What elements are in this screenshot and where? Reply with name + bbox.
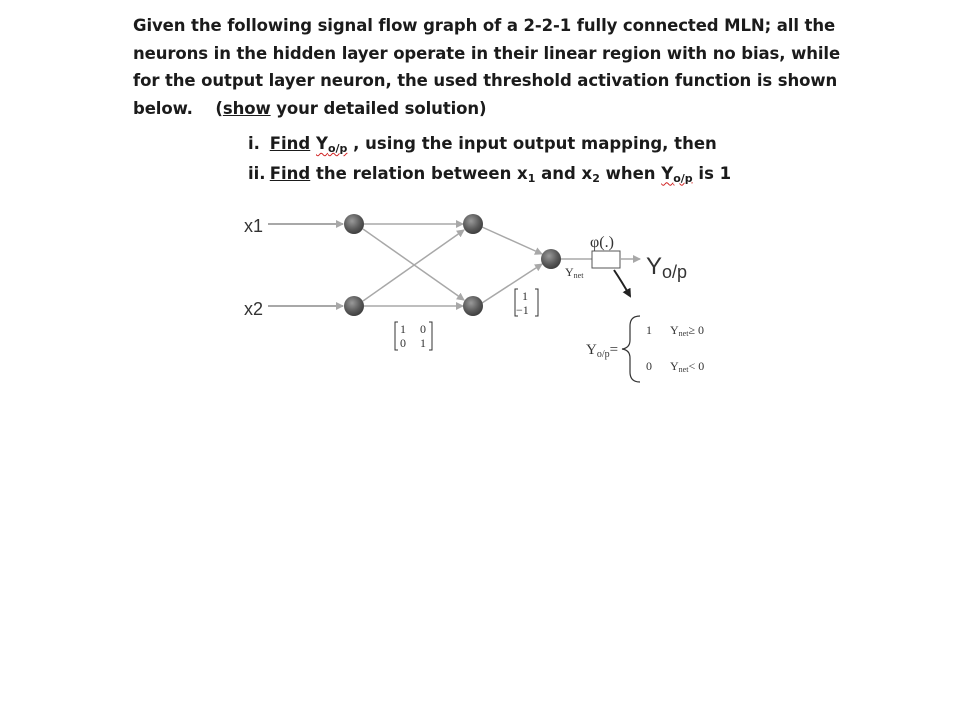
task-number-1: i.	[248, 134, 260, 153]
svg-text:1: 1	[522, 289, 528, 303]
x2-sub: 2	[592, 171, 600, 185]
case1-value: 1	[646, 323, 652, 337]
ynet-label: Ynet	[565, 265, 584, 280]
input-node-1	[344, 214, 364, 234]
case1-condition: Ynet≥ 0	[670, 323, 705, 338]
task-text-2d: is 1	[692, 163, 732, 183]
task-text-1: , using the input output mapping, then	[347, 134, 717, 153]
case2-condition: Ynet< 0	[670, 359, 705, 374]
activation-label: φ(.)	[590, 234, 614, 251]
weight-matrix-2	[515, 289, 538, 317]
edge-h1-out	[482, 227, 542, 254]
y-output-1: Yo/p	[316, 134, 348, 155]
find-word-2: Find	[269, 163, 311, 183]
svg-text:0: 0	[420, 322, 426, 336]
question-line-1: Given the following signal flow graph of a 2-2-1 fully connected MLN; all the	[133, 16, 836, 35]
input-node-2	[344, 296, 364, 316]
activation-box	[592, 251, 620, 268]
svg-text:1: 1	[400, 322, 406, 336]
curved-arrow-icon	[614, 270, 630, 296]
input-x1-label: x1	[244, 216, 264, 236]
svg-text:1: 1	[420, 336, 426, 350]
input-x2-label: x2	[244, 299, 264, 319]
edge-in1-h2	[363, 229, 464, 300]
task-text-2a: the relation between x	[310, 163, 528, 183]
show-word: show	[222, 98, 271, 118]
task-text-2b: and x	[535, 163, 593, 183]
edge-in2-h1	[363, 230, 464, 301]
edge-h2-out	[482, 264, 542, 303]
svg-text:−1: −1	[516, 303, 529, 317]
task-text-2c: when	[599, 163, 662, 183]
threshold-function	[586, 316, 704, 382]
hidden-node-1	[463, 214, 483, 234]
x1-sub: 1	[527, 171, 536, 185]
line4-prefix: below. (	[133, 98, 223, 118]
weight-matrix-1	[395, 322, 432, 350]
hidden-node-2	[463, 296, 483, 316]
output-node	[541, 249, 561, 269]
find-word-1: Find	[269, 134, 311, 153]
question-line-3: for the output layer neuron, the used threshold activation function is shown	[133, 71, 838, 90]
brace-icon	[622, 316, 640, 382]
yout-label: Yo/p	[646, 253, 688, 282]
task-number-2: ii.	[248, 163, 266, 183]
svg-text:0: 0	[400, 336, 406, 350]
line4-suffix: your detailed solution)	[270, 98, 487, 118]
case2-value: 0	[646, 359, 652, 373]
question-line-2: neurons in the hidden layer operate in their linear region with no bias, while	[133, 43, 841, 63]
y-output-2: Yo/p	[661, 163, 693, 185]
piecewise-lhs: $Y_{o/p}=$	[586, 342, 619, 360]
